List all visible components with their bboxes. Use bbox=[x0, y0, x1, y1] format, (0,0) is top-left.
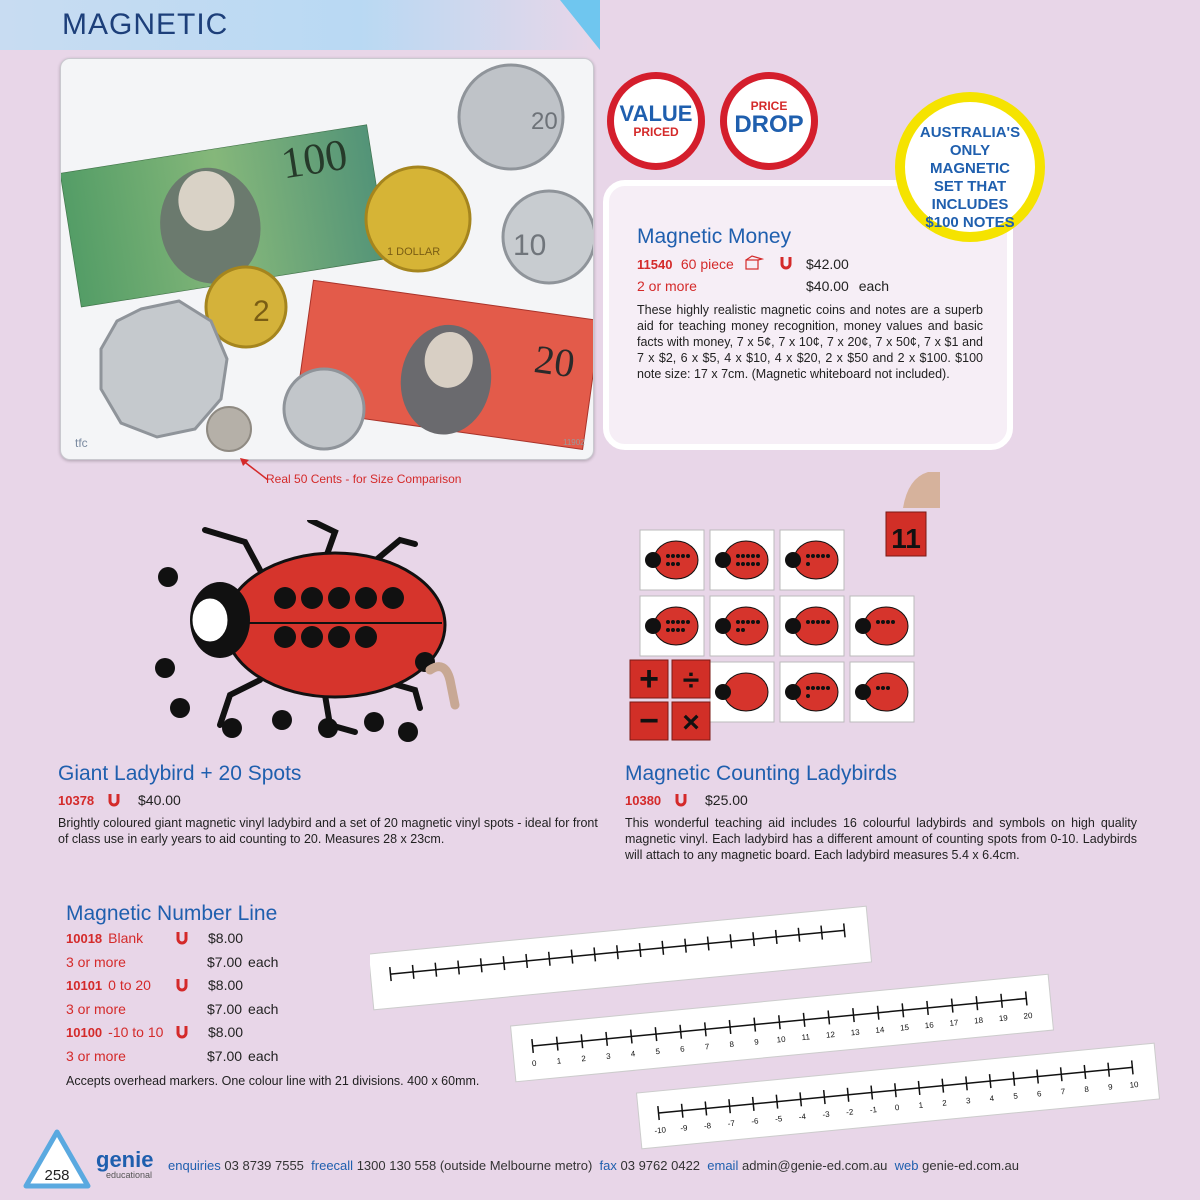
svg-text:−: − bbox=[639, 702, 659, 740]
size-comparison-caption: Real 50 Cents - for Size Comparison bbox=[266, 472, 462, 486]
ladybird-card bbox=[710, 596, 774, 656]
coin-50c bbox=[101, 301, 227, 437]
counting-ladybirds-photo bbox=[628, 468, 940, 743]
tick-label: -10 bbox=[654, 1125, 667, 1136]
magnetic-money-price-row bbox=[637, 256, 734, 274]
number-line-price-row bbox=[66, 930, 356, 950]
svg-text:258: 258 bbox=[44, 1167, 70, 1184]
ladybird-card bbox=[850, 596, 914, 656]
tick-label: 15 bbox=[899, 1022, 910, 1033]
magnet-icon bbox=[108, 793, 120, 807]
magnet-icon bbox=[176, 978, 188, 992]
ladybird-card bbox=[780, 596, 844, 656]
number-line-price-row bbox=[66, 1024, 356, 1044]
variant-label: -10 to 10 bbox=[108, 1024, 164, 1040]
counting-ladybirds-description: This wonderful teaching aid includes 16 colourful ladybirds and symbols on high quality magnetic vinyl. Each ladybird has a different amount of counting spots from 0-10. Ladybirds will attach to any magnetic board. Each ladybird measures 5.4 x 6.4cm. bbox=[625, 816, 1137, 862]
value-priced-badge: VALUE PRICED bbox=[607, 72, 705, 170]
number-line-description: Accepts overhead markers. One colour line with 21 divisions. 400 x 60mm. bbox=[66, 1074, 480, 1088]
tick-label: -5 bbox=[774, 1114, 783, 1124]
tick-label: -8 bbox=[703, 1121, 712, 1131]
svg-text:11902: 11902 bbox=[563, 438, 585, 447]
variant-label: Blank bbox=[108, 930, 144, 946]
tick-label: -7 bbox=[727, 1118, 736, 1129]
tick-label: 6 bbox=[1036, 1089, 1042, 1099]
tick-label: 7 bbox=[704, 1042, 710, 1052]
svg-text:×: × bbox=[682, 706, 700, 739]
tick-label: 2 bbox=[580, 1053, 587, 1064]
tick-label: -3 bbox=[822, 1109, 831, 1120]
number-line-price-row bbox=[66, 954, 356, 974]
ladybird-card bbox=[850, 662, 914, 722]
product-code: 10018 bbox=[66, 931, 103, 946]
tick-label: 4 bbox=[989, 1093, 995, 1104]
svg-text:10: 10 bbox=[513, 229, 547, 262]
bulk-label: 2 or more bbox=[637, 278, 697, 294]
svg-text:100: 100 bbox=[277, 129, 351, 189]
magnetic-money-description: These highly realistic magnetic coins and notes are a superb aid for teaching money recognition, money values and basic facts with money, 7 x 5¢, 7 x 10¢, 7 x 20¢, 7 x 50¢, 7 x $1 and 7 x $2, 6 x $5, 4 x $10, 4 x $20, 2 x $50 and 2 x $100. $100 note size: 17 x 7cm. (Magnetic whiteboard not included). bbox=[637, 303, 983, 381]
svg-text:+: + bbox=[639, 660, 659, 698]
tick-label: 8 bbox=[1083, 1084, 1090, 1095]
magnet-icon bbox=[176, 931, 188, 945]
price: $8.00 bbox=[208, 930, 244, 946]
tick-label: 14 bbox=[874, 1025, 885, 1036]
tick-label: 7 bbox=[1060, 1086, 1066, 1097]
tick-label: 6 bbox=[679, 1044, 686, 1054]
giant-ladybird-description: Brightly coloured giant magnetic vinyl ladybird and a set of 20 magnetic vinyl spots - ideal for front of class use in early years to aid counting to 20. Measures 28 x 23cm. bbox=[58, 816, 598, 846]
tick-label: -6 bbox=[750, 1116, 759, 1127]
number-line-price-row bbox=[66, 977, 356, 997]
number-line-strips bbox=[370, 870, 1160, 1152]
ladybird-card bbox=[640, 530, 704, 590]
price-unit: each bbox=[248, 953, 279, 970]
tick-label: -9 bbox=[679, 1123, 688, 1133]
counting-ladybirds-code: 10380 bbox=[625, 793, 662, 808]
tick-label: -4 bbox=[798, 1111, 807, 1122]
giant-ladybird-photo bbox=[150, 520, 460, 750]
magnetic-money-title: Magnetic Money bbox=[637, 225, 792, 248]
tick-label: 1 bbox=[918, 1100, 924, 1111]
price: $8.00 bbox=[208, 977, 244, 993]
svg-text:20: 20 bbox=[531, 336, 578, 387]
price-unit: each bbox=[248, 1047, 279, 1064]
ladybird-card bbox=[640, 596, 704, 656]
fax-number: 03 9762 0422 bbox=[620, 1158, 701, 1173]
tick-label: 17 bbox=[949, 1018, 959, 1028]
tick-label: -1 bbox=[869, 1105, 878, 1115]
tick-label: 20 bbox=[1023, 1010, 1033, 1021]
price: $7.00 bbox=[207, 1047, 243, 1064]
real-50c-coin bbox=[207, 407, 251, 451]
genie-logo: genie educational bbox=[96, 1147, 154, 1180]
tick-label: 5 bbox=[1012, 1091, 1019, 1101]
giant-ladybird-title: Giant Ladybird + 20 Spots bbox=[58, 762, 302, 785]
magnetic-money-price: $42.00 bbox=[806, 256, 849, 272]
tick-label: 13 bbox=[850, 1027, 861, 1038]
product-code: 10101 bbox=[66, 978, 103, 993]
tick-label: 16 bbox=[924, 1020, 935, 1031]
svg-text:1 DOLLAR: 1 DOLLAR bbox=[387, 246, 441, 258]
giant-ladybird-code: 10378 bbox=[58, 793, 95, 808]
variant-label: 3 or more bbox=[66, 1000, 126, 1017]
magnet-icon bbox=[675, 793, 687, 807]
number-line-price-row bbox=[66, 1001, 356, 1021]
pieces-icon bbox=[744, 255, 764, 271]
ladybird-card bbox=[780, 530, 844, 590]
svg-text:20: 20 bbox=[531, 108, 558, 135]
svg-text:11: 11 bbox=[891, 523, 921, 554]
variant-label: 3 or more bbox=[66, 1047, 126, 1064]
page-number-triangle bbox=[22, 1128, 92, 1190]
svg-text:÷: ÷ bbox=[682, 664, 700, 697]
tick-label: 3 bbox=[605, 1051, 611, 1061]
variant-label: 3 or more bbox=[66, 953, 126, 970]
magnet-icon bbox=[780, 256, 792, 270]
section-title: MAGNETIC bbox=[62, 8, 229, 41]
freecall-phone[interactable]: 1300 130 558 (outside Melbourne metro) bbox=[356, 1158, 593, 1173]
australia-only-badge: AUSTRALIA'S ONLY MAGNETIC SET THAT INCLUDES $100 NOTES bbox=[895, 92, 1045, 242]
number-line-strip bbox=[370, 906, 872, 1010]
tick-label: 11 bbox=[801, 1032, 811, 1043]
number-line-title: Magnetic Number Line bbox=[66, 902, 278, 925]
tick-label: 0 bbox=[894, 1102, 900, 1113]
tick-label: 8 bbox=[729, 1039, 735, 1050]
price: $7.00 bbox=[207, 1000, 243, 1017]
tick-label: 10 bbox=[1129, 1079, 1139, 1090]
tick-label: 10 bbox=[776, 1034, 786, 1045]
tick-label: 0 bbox=[531, 1058, 537, 1069]
footer-contact: enquiries 03 8739 7555 freecall 1300 130 558 (outside Melbourne metro) fax 03 9762 0422 email admin@genie-ed.com.au web genie-ed.com.au bbox=[168, 1158, 1019, 1173]
number-line-price-row bbox=[66, 1048, 356, 1068]
tick-label: 9 bbox=[1107, 1082, 1113, 1092]
tick-label: 1 bbox=[556, 1056, 562, 1066]
counting-ladybirds-title: Magnetic Counting Ladybirds bbox=[625, 762, 897, 785]
tick-label: -2 bbox=[845, 1107, 854, 1118]
header-accent bbox=[560, 0, 600, 50]
coin-5c bbox=[284, 369, 364, 449]
tick-label: 12 bbox=[825, 1029, 836, 1040]
product-code: 11540 bbox=[637, 257, 673, 272]
money-illustration bbox=[61, 59, 593, 459]
enquiries-phone[interactable]: 03 8739 7555 bbox=[224, 1158, 304, 1173]
ladybird-card bbox=[710, 530, 774, 590]
giant-ladybird-price: $40.00 bbox=[138, 792, 181, 808]
counting-ladybirds-price: $25.00 bbox=[705, 792, 748, 808]
svg-text:2: 2 bbox=[253, 295, 270, 328]
tick-label: 19 bbox=[998, 1013, 1009, 1024]
ladybird-card bbox=[780, 662, 844, 722]
tick-label: 4 bbox=[630, 1049, 636, 1059]
tick-label: 9 bbox=[753, 1037, 760, 1047]
price-drop-badge: PRICE DROP bbox=[720, 72, 818, 170]
price: $7.00 bbox=[207, 953, 243, 970]
price: $8.00 bbox=[208, 1024, 244, 1040]
ladybird-card bbox=[710, 662, 774, 722]
variant-label: 60 piece bbox=[680, 256, 734, 272]
tick-label: 3 bbox=[965, 1096, 971, 1106]
magnetic-money-photo bbox=[60, 58, 594, 460]
email-link[interactable]: admin@genie-ed.com.au bbox=[741, 1158, 888, 1173]
tick-label: 2 bbox=[941, 1098, 948, 1108]
bulk-price: $40.00 each bbox=[806, 278, 890, 294]
tick-label: 18 bbox=[973, 1015, 984, 1026]
magnet-icon bbox=[176, 1025, 188, 1039]
tick-label: 5 bbox=[655, 1046, 661, 1057]
variant-label: 0 to 20 bbox=[108, 977, 151, 993]
price-unit: each bbox=[248, 1000, 279, 1017]
product-code: 10100 bbox=[66, 1025, 103, 1040]
web-link[interactable]: genie-ed.com.au bbox=[922, 1158, 1019, 1173]
svg-text:tfc: tfc bbox=[75, 436, 88, 450]
